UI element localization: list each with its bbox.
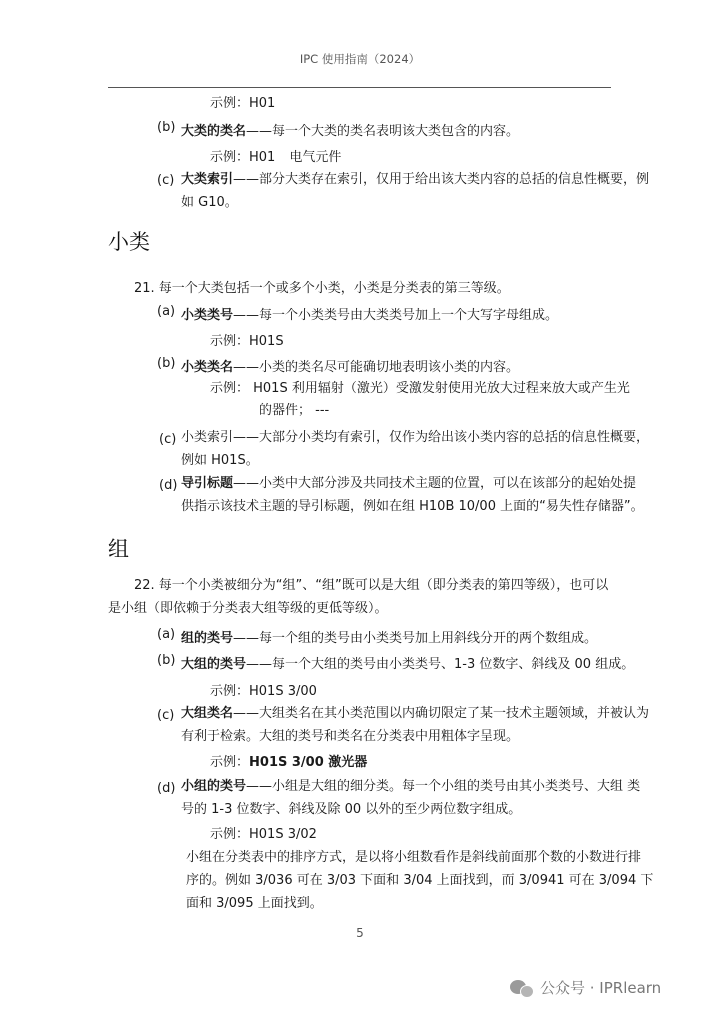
class-index-definition xyxy=(181,168,649,214)
group-symbol-definition xyxy=(181,627,597,646)
definition-text-cont: 号的 1-3 位数字、斜线及除 00 以外的至少两位数字组成。 xyxy=(181,802,522,817)
item-label-a: (a) xyxy=(157,627,176,642)
definition-text: ——大组类名在其小类范围以内确切限定了某一技术主题领域，并被认为 xyxy=(233,706,650,721)
term-guide-heading: 导引标题 xyxy=(181,476,234,491)
example-h01-electric xyxy=(210,146,341,165)
item-label-c: (c) xyxy=(159,432,177,447)
example-h01: 示例：H01 xyxy=(210,96,276,111)
definition-text: ——每一个组的类号由小类类号加上用斜线分开的两个数组成。 xyxy=(233,631,598,646)
watermark-text: 公众号 · IPRlearn xyxy=(540,979,662,997)
term-subclass-symbol: 小类类号 xyxy=(181,308,234,323)
subclass-symbol-definition xyxy=(181,304,558,323)
definition-text: ——每一个大类的类名表明该大类包含的内容。 xyxy=(246,124,520,139)
note-line: 面和 3/095 上面找到。 xyxy=(186,896,323,911)
example-line-cont: 的器件； --- xyxy=(259,403,330,418)
page-number: 5 xyxy=(356,926,364,940)
section-heading-subclass: 小类 xyxy=(108,230,150,254)
watermark xyxy=(510,977,661,998)
paragraph-21: 21. 每一个大类包括一个或多个小类，小类是分类表的第三等级。 xyxy=(134,281,510,296)
item-label-d: (d) xyxy=(159,478,178,493)
page-header: IPC 使用指南（2024） xyxy=(299,52,421,66)
wechat-icon xyxy=(510,978,534,998)
definition-text-cont: 供指示该技术主题的导引标题，例如在组 H10B 10/00 上面的“易失性存储器”。 xyxy=(181,499,644,514)
term-group-symbol: 组的类号 xyxy=(181,631,234,646)
example-h01s: 示例：H01S xyxy=(210,334,284,349)
subclass-title-definition xyxy=(181,356,519,375)
term-main-group-title: 大组类名 xyxy=(181,706,234,721)
definition-text-cont: 如 G10。 xyxy=(181,195,238,210)
example-line: 示例： H01S 利用辐射（激光）受激发射使用光放大过程来放大或产生光 xyxy=(210,381,630,396)
item-label-c: (c) xyxy=(157,173,175,188)
definition-text: ——小类中大部分涉及共同技术主题的位置，可以在该部分的起始处提 xyxy=(233,476,637,491)
class-title-definition xyxy=(181,120,519,139)
item-label-a: (a) xyxy=(157,304,176,319)
example-bold: H01S 3/00 激光器 xyxy=(249,755,368,770)
header-rule xyxy=(108,87,611,88)
definition-text-cont: 有利于检索。大组的类号和类名在分类表中用粗体字呈现。 xyxy=(181,729,520,744)
item-label-c: (c) xyxy=(157,708,175,723)
definition-text: ——小组是大组的细分类。每一个小组的类号由其小类类号、大组 类 xyxy=(246,779,641,794)
item-label-b: (b) xyxy=(157,356,176,371)
item-label-d: (d) xyxy=(157,781,176,796)
example-h01s-3-02: 示例：H01S 3/02 xyxy=(210,827,317,842)
example-h01s-3-00: 示例：H01S 3/00 xyxy=(210,684,317,699)
main-group-symbol-definition xyxy=(181,653,634,672)
paragraph-line-cont: 是小组（即依赖于分类表大组等级的更低等级）。 xyxy=(108,601,388,616)
term-subclass-title: 小类类名 xyxy=(181,360,234,375)
definition-text: ——部分大类存在索引，仅用于给出该大类内容的总括的信息性概要，例 xyxy=(233,172,650,187)
paragraph-line: 22. 每一个小类被细分为“组”、“组”既可以是大组（即分类表的第四等级），也可以 xyxy=(134,578,609,593)
example-code: 示例：H01 xyxy=(210,150,276,165)
guide-heading-definition xyxy=(181,472,644,518)
paragraph-22 xyxy=(108,574,608,620)
main-group-title-definition xyxy=(181,702,649,748)
example-laser xyxy=(210,751,367,770)
item-label-b: (b) xyxy=(157,120,176,135)
definition-text: ——每一个小类类号由大类类号加上一个大写字母组成。 xyxy=(233,308,559,323)
definition-text: ——每一个大组的类号由小类类号、1-3 位数字、斜线及 00 组成。 xyxy=(246,657,635,672)
example-h01s-laser xyxy=(210,378,630,422)
term-class-index: 大类索引 xyxy=(181,172,234,187)
definition-text: 小类索引——大部分小类均有索引，仅作为给出该小类内容的总括的信息性概要， xyxy=(181,430,650,445)
term-subgroup-symbol: 小组的类号 xyxy=(181,779,247,794)
subgroup-symbol-definition xyxy=(181,775,640,821)
definition-text: ——小类的类名尽可能确切地表明该小类的内容。 xyxy=(233,360,520,375)
definition-text-cont: 例如 H01S。 xyxy=(181,453,259,468)
subclass-index-definition xyxy=(181,426,649,472)
note-line: 小组在分类表中的排序方式，是以将小组数看作是斜线前面那个数的小数进行排 xyxy=(186,850,642,865)
section-heading-group: 组 xyxy=(108,537,129,561)
term-main-group-symbol: 大组的类号 xyxy=(181,657,247,672)
subgroup-order-note xyxy=(186,846,653,915)
note-line: 序的。例如 3/036 可在 3/03 下面和 3/04 上面找到，而 3/0941 可在 3/094 下 xyxy=(186,873,654,888)
example-prefix: 示例： xyxy=(210,755,250,770)
item-label-b: (b) xyxy=(157,653,176,668)
example-name: 电气元件 xyxy=(289,150,342,165)
term-class-title: 大类的类名 xyxy=(181,124,247,139)
